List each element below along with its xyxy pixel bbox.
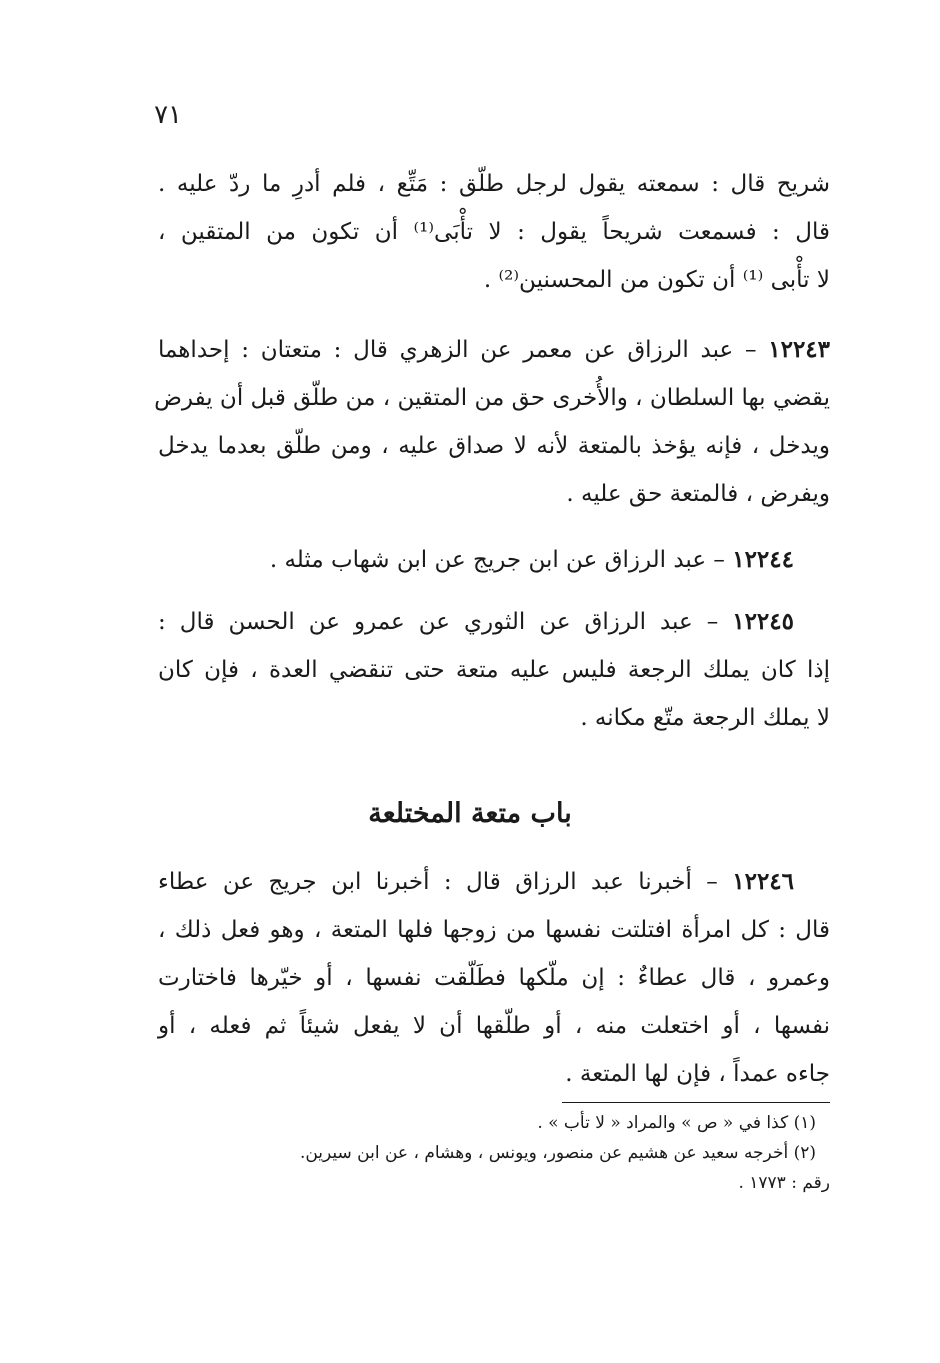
hadith-text: – عبد الرزاق عن ابن جريج عن ابن شهاب مثله . [269, 547, 725, 573]
chapter-title: باب متعة المختلعة [368, 798, 572, 829]
hadith-text: – عبد الرزاق عن الثوري عن عمرو عن الحسن قال : [158, 609, 719, 635]
page-number: ٧١ [154, 100, 182, 130]
footnote-2: (٢) أخرجه سعيد عن هشيم عن منصور، ويونس ، وهشام ، عن ابن سيرين. [299, 1143, 816, 1163]
text-line: وعمرو ، قال عطاءٌ : إن ملّكها فطَلّقت نفسها ، أو خيّرها فاختارت [158, 965, 830, 991]
hadith-text: – عبد الرزاق عن معمر عن الزهري قال : متعتان : إحداهما [158, 337, 757, 363]
text-line: ويفرض ، فالمتعة حق عليه . [566, 481, 830, 507]
hadith-12246 [158, 858, 830, 1098]
text-line: شريح قال : سمعته يقول لرجل طلّق : مَتِّع ، فلم أدرِ ما ردّ عليه . [158, 171, 830, 197]
text-line: إذا كان يملك الرجعة فليس عليه متعة حتى تنقضي العدة ، فإن كان [158, 657, 830, 683]
text-line: قال : فسمعت شريحاً يقول : لا تأْبَى⁽¹⁾ أن تكون من المتقين ، [158, 219, 830, 245]
footnote-separator [562, 1102, 830, 1103]
footnotes [158, 1108, 830, 1198]
text-line: ويدخل ، فإنه يؤخذ بالمتعة لأنه لا صداق عليه ، ومن طلّق بعدما يدخل [158, 433, 830, 459]
footnote-2-continued: رقم : ١٧٧٣ . [738, 1173, 830, 1193]
text-line: يقضي بها السلطان ، والأُخرى حق من المتقين ، من طلّق قبل أن يفرض [154, 385, 830, 411]
hadith-number: ١٢٢٤٦ [732, 868, 795, 895]
text-line [158, 326, 830, 374]
text-line: قال : كل امرأة افتلتت نفسها من زوجها فلها المتعة ، وهو فعل ذلك ، [158, 917, 830, 943]
intro-paragraph [158, 160, 830, 304]
text-line: لا تأْبى ⁽¹⁾ أن تكون من المحسنين⁽²⁾ . [483, 267, 830, 293]
hadith-12243 [154, 326, 831, 518]
text-line [158, 598, 830, 646]
hadith-number: ١٢٢٤٤ [732, 546, 794, 573]
text-line [158, 858, 830, 906]
text-line: جاءه عمداً ، فإن لها المتعة . [565, 1061, 830, 1087]
hadith-number: ١٢٢٤٣ [768, 336, 831, 363]
hadith-12245 [158, 598, 830, 742]
text-line: نفسها ، أو اختعلت منه ، أو طلّقها أن لا يفعل شيئاً ثم فعله ، أو [158, 1013, 830, 1039]
hadith-number: ١٢٢٤٥ [732, 608, 794, 635]
hadith-12244 [158, 536, 830, 584]
text-line: لا يملك الرجعة متّع مكانه . [580, 705, 830, 731]
hadith-text: – أخبرنا عبد الرزاق قال : أخبرنا ابن جريج عن عطاء [158, 869, 718, 895]
text-line [158, 536, 830, 584]
footnote-1: (١) كذا في « ص » والمراد « لا تأب » . [537, 1113, 816, 1133]
